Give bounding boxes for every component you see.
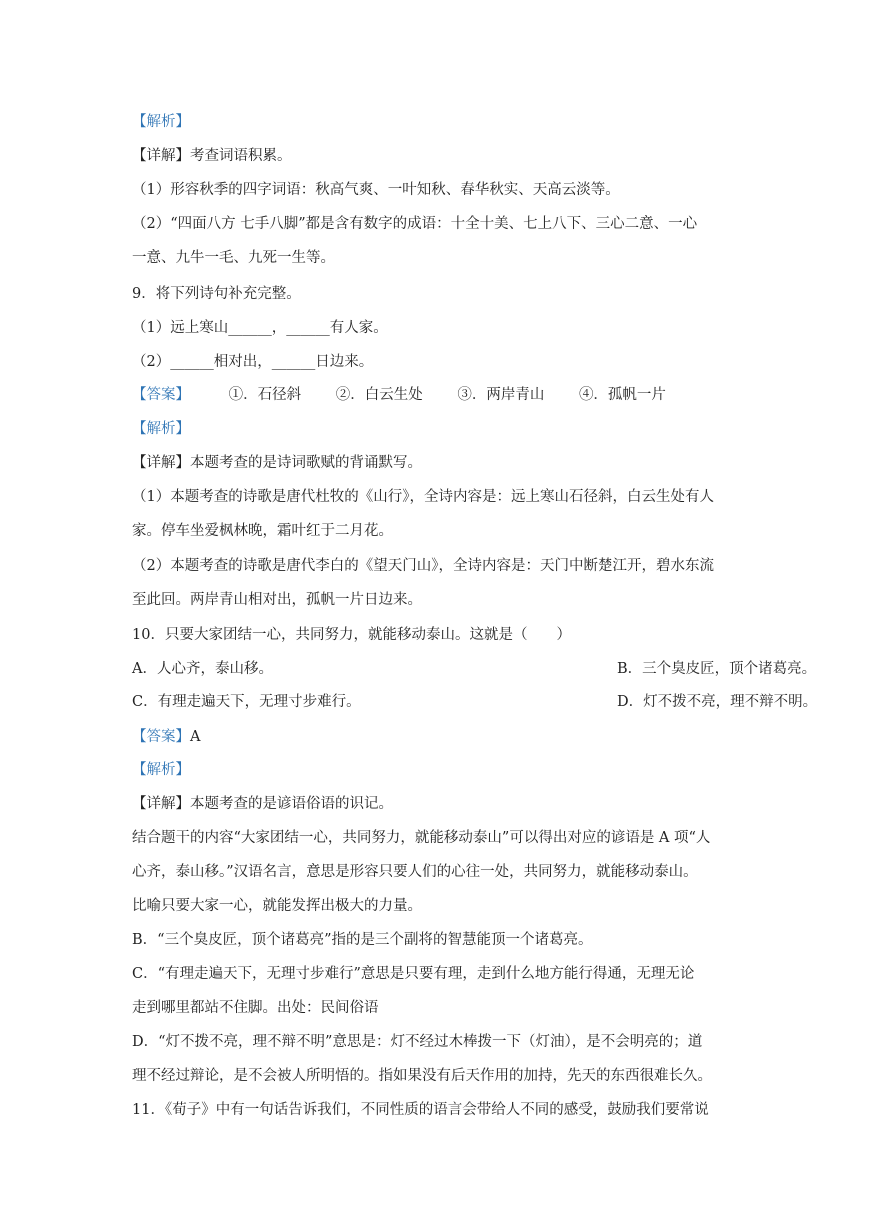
- detail-q8-part2: （2）“四面八方 七手八脚”都是含有数字的成语：十全十美、七上八下、三心二意、一心: [132, 216, 698, 232]
- question-10-options-row1: [132, 659, 817, 679]
- answer-q9-item-1: ①．石径斜: [228, 387, 302, 403]
- detail-q10: 【详解】本题考查的是谚语俗语的识记。: [132, 796, 393, 812]
- detail-q8: 【详解】考查词语积累。: [132, 148, 292, 164]
- answer-tag: 【答案】: [132, 387, 190, 403]
- detail-q9-part1: （1）本题考查的诗歌是唐代杜牧的《山行》，全诗内容是：远上寒山石径斜，白云生处有人: [132, 489, 714, 505]
- analysis-heading-q8: 【解析】: [132, 114, 190, 130]
- detail-q10-d-line1: D．“灯不拨不亮，理不辩不明”意思是：灯不经过木棒拨一下（灯油），是不会明亮的；道: [132, 1034, 703, 1050]
- question-9-part2: （2）______相对出，______日边来。: [132, 354, 374, 370]
- option-b: B．三个臭皮匠，顶个诸葛亮。: [617, 661, 817, 677]
- answer-q9-item-2: ②．白云生处: [335, 387, 423, 403]
- analysis-heading-q10: 【解析】: [132, 762, 190, 778]
- detail-q8-part2-cont: 一意、九牛一毛、九死一生等。: [132, 250, 335, 266]
- question-9-title: 9．将下列诗句补充完整。: [132, 286, 301, 302]
- detail-q10-a-line1: 结合题干的内容“大家团结一心，共同努力，就能移动泰山”可以得出对应的谚语是 A 项“人: [132, 830, 711, 846]
- option-c: C．有理走遍天下，无理寸步难行。: [132, 694, 361, 710]
- detail-q10-b: B．“三个臭皮匠，顶个诸葛亮”指的是三个副将的智慧能顶一个诸葛亮。: [132, 932, 593, 948]
- answer-q9-item-4: ④．孤帆一片: [578, 387, 666, 403]
- detail-q10-d-line2: 理不经过辩论，是不会被人所明悟的。指如果没有后天作用的加持，先天的东西很难长久。: [132, 1068, 712, 1084]
- option-d: D．灯不拨不亮，理不辩不明。: [617, 694, 818, 710]
- question-9-part1: （1）远上寒山______，______有人家。: [132, 320, 388, 336]
- option-a: A．人心齐，泰山移。: [132, 661, 273, 677]
- detail-q9: 【详解】本题考查的是诗词歌赋的背诵默写。: [132, 455, 422, 471]
- detail-q8-part1: （1）形容秋季的四字词语：秋高气爽、一叶知秋、春华秋实、天高云淡等。: [132, 182, 620, 198]
- question-10-title: 10．只要大家团结一心，共同努力，就能移动泰山。这就是（ ）: [132, 627, 571, 643]
- detail-q10-a-line2: 心齐，泰山移。”汉语名言，意思是形容只要人们的心往一处，共同努力，就能移动泰山。: [132, 864, 698, 880]
- detail-q9-part1-cont: 家。停车坐爱枫林晚，霜叶红于二月花。: [132, 523, 393, 539]
- analysis-heading-q9: 【解析】: [132, 421, 190, 437]
- answer-tag: 【答案】: [132, 729, 190, 745]
- detail-q10-c-line2: 走到哪里都站不住脚。出处：民间俗语: [132, 1000, 379, 1016]
- detail-q10-a-line3: 比喻只要大家一心，就能发挥出极大的力量。: [132, 898, 422, 914]
- answer-q9-item-3: ③．两岸青山: [457, 387, 545, 403]
- answer-q9: [132, 385, 742, 405]
- detail-q10-c-line1: C．“有理走遍天下，无理寸步难行”意思是只要有理，走到什么地方能行得通，无理无论: [132, 966, 695, 982]
- answer-q10: [132, 727, 742, 747]
- answer-q10-value: A: [190, 729, 201, 745]
- detail-q9-part2: （2）本题考查的诗歌是唐代李白的《望天门山》，全诗内容是：天门中断楚江开，碧水东流: [132, 558, 714, 574]
- question-10-options-row2: [132, 692, 818, 712]
- question-11-title: 11．《荀子》中有一句话告诉我们，不同性质的语言会带给人不同的感受，鼓励我们要常说: [132, 1102, 709, 1118]
- detail-q9-part2-cont: 至此回。两岸青山相对出，孤帆一片日边来。: [132, 592, 422, 608]
